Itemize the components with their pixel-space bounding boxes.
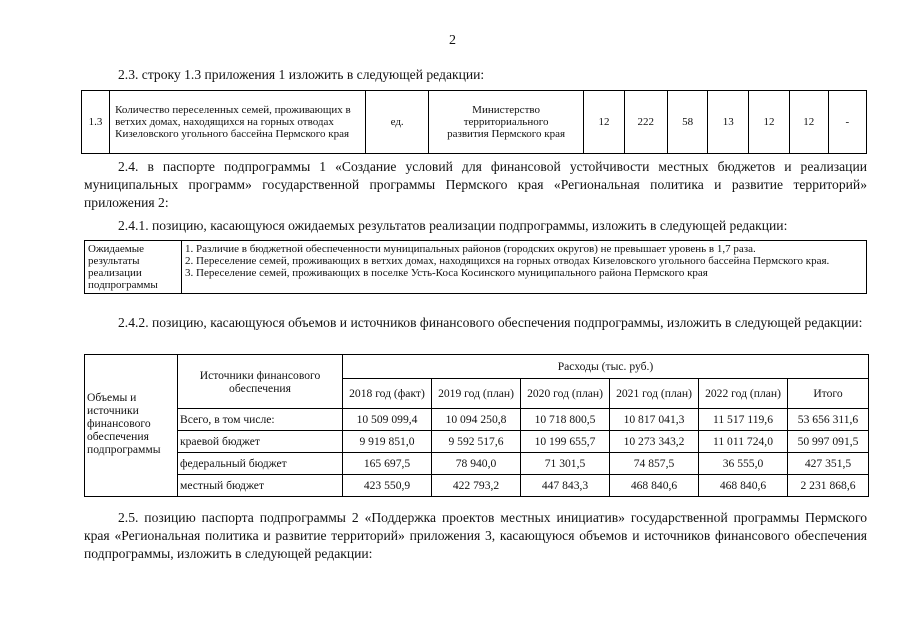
row-ministry: Министерство территориального развития Пермского края	[429, 91, 584, 154]
finance-table	[84, 354, 869, 497]
value-cell: 447 843,3	[521, 475, 610, 497]
row-value: -	[828, 91, 866, 154]
row-description: Количество переселенных семей, проживающих в ветхих домах, находящихся на горных отводах Кизеловского угольного бассейна Пермского края	[110, 91, 366, 154]
table-row	[85, 355, 869, 379]
value-cell: 10 718 800,5	[521, 409, 610, 431]
expected-results-list	[182, 241, 867, 294]
value-cell: 74 857,5	[610, 453, 699, 475]
value-cell: 2 231 868,6	[788, 475, 869, 497]
value-cell: 10 273 343,2	[610, 431, 699, 453]
value-cell: 422 793,2	[432, 475, 521, 497]
row-value: 58	[667, 91, 708, 154]
list-item: 2. Переселение семей, проживающих в ветхих домах, находящихся на горных отводах Кизеловского угольного бассейна Пермского края.	[185, 255, 830, 267]
expected-results-table	[84, 240, 867, 294]
expenses-header: Расходы (тыс. руб.)	[343, 355, 869, 379]
sources-header: Источники финансового обеспечения	[178, 355, 343, 409]
list-item: 3. Переселение семей, проживающих в поселке Усть-Коса Косинского муниципального района Пермского края	[185, 267, 708, 279]
value-cell: 11 011 724,0	[699, 431, 788, 453]
row-value: 222	[624, 91, 667, 154]
value-cell: 165 697,5	[343, 453, 432, 475]
paragraph-2-5: 2.5. позицию паспорта подпрограммы 2 «Поддержка проектов местных инициатив» государственной программы Пермского края «Региональная политика и развитие территорий» приложения 3, касающуюся объемов и источников финансового обеспечения подпрограммы, изложить в следующей редакции:	[84, 510, 867, 561]
table-row	[85, 409, 869, 431]
page-number: 2	[449, 33, 456, 48]
value-cell: 36 555,0	[699, 453, 788, 475]
value-cell: 10 199 655,7	[521, 431, 610, 453]
year-header: 2018 год (факт)	[343, 379, 432, 409]
value-cell: 427 351,5	[788, 453, 869, 475]
value-cell: 50 997 091,5	[788, 431, 869, 453]
row-value: 13	[708, 91, 749, 154]
year-header: 2022 год (план)	[699, 379, 788, 409]
table-row	[85, 453, 869, 475]
table-row	[85, 431, 869, 453]
value-cell: 10 817 041,3	[610, 409, 699, 431]
row-1-3-table	[81, 90, 867, 154]
value-cell: 78 940,0	[432, 453, 521, 475]
value-cell: 11 517 119,6	[699, 409, 788, 431]
table-row	[85, 475, 869, 497]
total-header: Итого	[788, 379, 869, 409]
paragraph-2-4-1: 2.4.1. позицию, касающуюся ожидаемых результатов реализации подпрограммы, изложить в следующей редакции:	[118, 218, 788, 233]
table-row	[82, 91, 867, 154]
value-cell: 71 301,5	[521, 453, 610, 475]
source-cell: Всего, в том числе:	[178, 409, 343, 431]
row-number: 1.3	[82, 91, 110, 154]
value-cell: 10 094 250,8	[432, 409, 521, 431]
value-cell: 468 840,6	[610, 475, 699, 497]
row-value: 12	[749, 91, 790, 154]
value-cell: 10 509 099,4	[343, 409, 432, 431]
year-header: 2019 год (план)	[432, 379, 521, 409]
source-cell: местный бюджет	[178, 475, 343, 497]
expected-results-label: Ожидаемые результаты реализации подпрограммы	[85, 241, 182, 294]
source-cell: краевой бюджет	[178, 431, 343, 453]
table-row	[85, 241, 867, 294]
value-cell: 9 592 517,6	[432, 431, 521, 453]
value-cell: 468 840,6	[699, 475, 788, 497]
paragraph-2-4: 2.4. в паспорте подпрограммы 1 «Создание условий для финансовой устойчивости местных бюджетов и реализации муниципальных программ» государственной программы Пермского края «Региональная политика и развитие территорий» приложения 2:	[84, 159, 867, 210]
source-cell: федеральный бюджет	[178, 453, 343, 475]
row-value: 12	[789, 91, 828, 154]
value-cell: 9 919 851,0	[343, 431, 432, 453]
value-cell: 53 656 311,6	[788, 409, 869, 431]
row-unit: ед.	[366, 91, 429, 154]
row-value: 12	[584, 91, 625, 154]
year-header: 2021 год (план)	[610, 379, 699, 409]
finance-row-label: Объемы и источники финансового обеспечения подпрограммы	[85, 355, 178, 497]
year-header: 2020 год (план)	[521, 379, 610, 409]
paragraph-2-3: 2.3. строку 1.3 приложения 1 изложить в следующей редакции:	[118, 67, 485, 82]
value-cell: 423 550,9	[343, 475, 432, 497]
list-item: 1. Различие в бюджетной обеспеченности муниципальных районов (городских округов) не превышает уровень в 1,7 раза.	[185, 243, 756, 255]
paragraph-2-4-2: 2.4.2. позицию, касающуюся объемов и источников финансового обеспечения подпрограммы, изложить в следующей редакции:	[118, 315, 863, 330]
